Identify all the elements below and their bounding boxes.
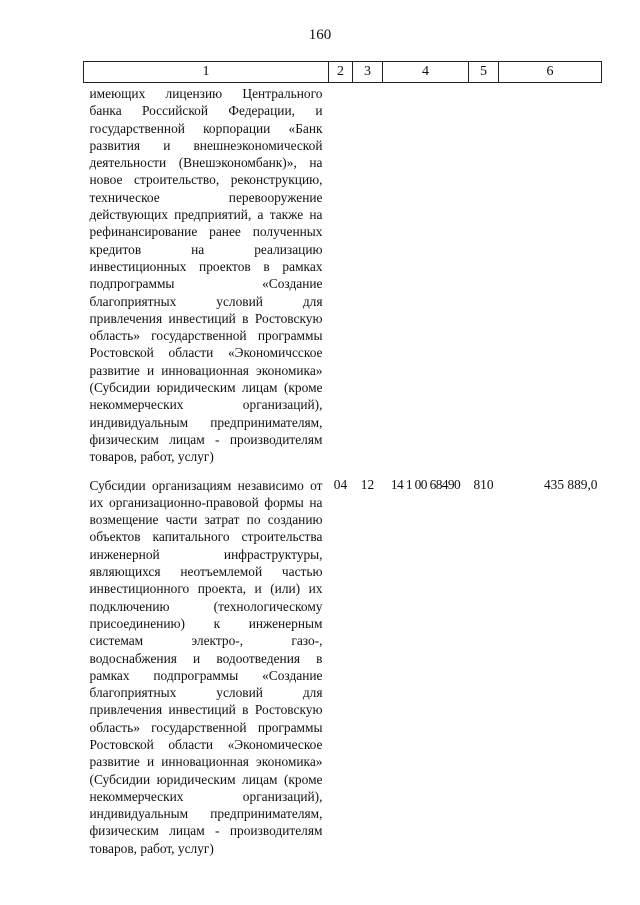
column-header-5: 5 xyxy=(469,62,499,83)
row-expense-type: 810 xyxy=(473,476,494,492)
column-header-3: 3 xyxy=(353,62,383,83)
column-header-1: 1 xyxy=(84,62,329,83)
row-target-item xyxy=(383,83,469,466)
row-expense-type xyxy=(469,83,499,466)
row-description: имеющих лицензию Центрального банка Российской Федерации, и государственной корпорации «Банк развития и внешнеэкономической деятельности (Внешэкономбанк)», на новое строительство, реконструкцию, техническое перевооружение действующих предприятий, а также на рефинансирование ранее полученных кредитов на реализацию инвестиционных проектов в рамках подпрограммы «Создание благоприятных условий для привлечения инвестиций в Ростовскую область» государственной программы Ростовской области «Экономичсское развитие и инновационная экономика» (Субсидии юридическим лицам (кроме некоммерческих организаций), индивидуальным предпринимателям, физическим лицам - производителям товаров, работ, услуг) xyxy=(89,86,323,465)
row-description: Субсидии организациям независимо от их организационно-правовой формы на возмещение части затрат по созданию объектов капитального строительства инженерной инфраструктуры, являющихся неотъемлемой частью инвестиционного проекта, и (или) их подключению (технологическому присоединению) к инженерным системам электро-, газо-, водоснабжения и водоотведения в рамках подпрограммы «Создание благоприятных условий для привлечения инвестиций в Ростовскую область» государственной программы Ростовской области «Экономическое развитие и инновационная экономика» (Субсидии юридическим лицам (кроме некоммерческих организаций), индивидуальным предпринимателям, физическим лицам - производителям товаров, работ, услуг) xyxy=(89,477,323,856)
page-number: 160 xyxy=(308,27,332,43)
row-amount: 435 889,0 xyxy=(543,476,598,492)
row-section xyxy=(329,83,353,466)
column-header-4: 4 xyxy=(383,62,469,83)
table-row xyxy=(84,466,602,858)
table-row xyxy=(84,83,602,466)
column-header-6: 6 xyxy=(499,62,602,83)
row-section: 04 xyxy=(333,476,348,492)
row-target-item: 14 1 00 68490 xyxy=(390,476,461,492)
table-header-row xyxy=(84,62,602,83)
row-subsection: 12 xyxy=(360,476,375,492)
budget-table xyxy=(83,61,602,857)
column-header-2: 2 xyxy=(329,62,353,83)
row-amount xyxy=(499,83,602,466)
row-subsection xyxy=(353,83,383,466)
